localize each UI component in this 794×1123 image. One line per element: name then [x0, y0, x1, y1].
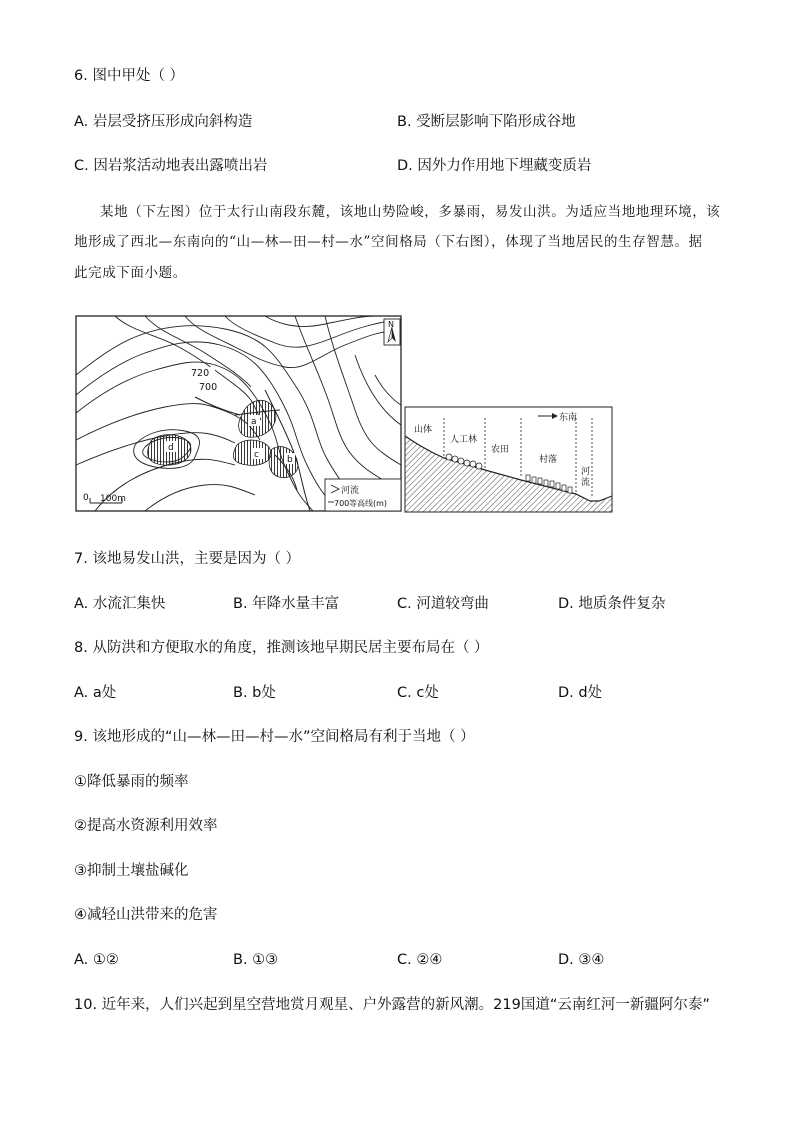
- contour-label-720: 720: [191, 368, 210, 379]
- q9-option-b: B. ①③: [233, 952, 279, 968]
- q6-option-c: C. 因岩浆活动地表出露喷出岩: [74, 158, 268, 174]
- q7-option-a: A. 水流汇集快: [74, 596, 166, 612]
- contour-map-figure: [75, 315, 403, 513]
- contour-label-700: 700: [199, 382, 218, 393]
- label-village: 村落: [539, 455, 558, 465]
- passage-line-2: 地形成了西北—东南向的“山—林—田—村—水”空间格局（下右图），体现了当地居民的生存智慧。据: [74, 234, 703, 250]
- map-legend: [325, 479, 401, 511]
- q7-option-d: D. 地质条件复杂: [558, 596, 666, 612]
- label-plantation: 人工林: [450, 435, 478, 445]
- q7-option-b: B. 年降水量丰富: [233, 596, 340, 612]
- q6-option-a: A. 岩层受挤压形成向斜构造: [74, 114, 253, 130]
- q6-option-b: B. 受断层影响下陷形成谷地: [397, 114, 576, 130]
- q10-stem: 10. 近年来，人们兴起到星空营地赏月观星、户外露营的新风潮。219国道“云南红河一新疆阿尔泰”: [74, 997, 710, 1013]
- label-mountain: 山体: [414, 425, 433, 435]
- q6-stem: 6. 图中甲处（ ）: [74, 68, 185, 84]
- label-river-2: 流: [581, 478, 591, 488]
- north-label: N: [388, 320, 394, 329]
- q6-option-d: D. 因外力作用地下埋藏变质岩: [397, 158, 592, 174]
- label-d: d: [168, 443, 174, 453]
- scale-length: 100m: [100, 494, 126, 504]
- q9-stem: 9. 该地形成的“山—林—田—村—水”空间格局有利于当地（ ）: [74, 729, 475, 745]
- q7-stem: 7. 该地易发山洪，主要是因为（ ）: [74, 551, 301, 567]
- q9-item-1: ①降低暴雨的频率: [74, 774, 189, 790]
- north-arrow-icon: [384, 319, 400, 345]
- legend-river: 河流: [341, 486, 360, 496]
- q9-item-4: ④减轻山洪带来的危害: [74, 907, 218, 923]
- q9-item-2: ②提高水资源利用效率: [74, 818, 218, 834]
- label-b: b: [287, 455, 293, 465]
- q9-option-a: A. ①②: [74, 952, 119, 968]
- label-farmland: 农田: [491, 445, 510, 455]
- passage-line-3: 此完成下面小题。: [74, 265, 187, 281]
- legend-contour-value: 700: [334, 499, 350, 508]
- direction-label: 东南: [559, 413, 578, 423]
- label-river-1: 河: [581, 467, 591, 477]
- q7-option-c: C. 河道较弯曲: [397, 596, 489, 612]
- q8-option-c: C. c处: [397, 685, 439, 701]
- scale-zero: 0: [83, 493, 89, 503]
- label-c: c: [254, 450, 259, 460]
- legend-contour-text: 等高线(m): [349, 499, 388, 508]
- label-a: a: [251, 417, 257, 427]
- q9-item-3: ③抑制土壤盐碱化: [74, 863, 189, 879]
- q8-stem: 8. 从防洪和方便取水的角度，推测该地早期民居主要布局在（ ）: [74, 640, 489, 656]
- profile-figure: [404, 406, 614, 514]
- q9-option-d: D. ③④: [558, 952, 605, 968]
- q8-option-b: B. b处: [233, 685, 276, 701]
- q8-option-a: A. a处: [74, 685, 117, 701]
- passage-line-1: 某地（下左图）位于太行山南段东麓，该地山势险峻，多暴雨，易发山洪。为适应当地地理环境，该: [100, 204, 721, 220]
- q8-option-d: D. d处: [558, 685, 603, 701]
- q9-option-c: C. ②④: [397, 952, 443, 968]
